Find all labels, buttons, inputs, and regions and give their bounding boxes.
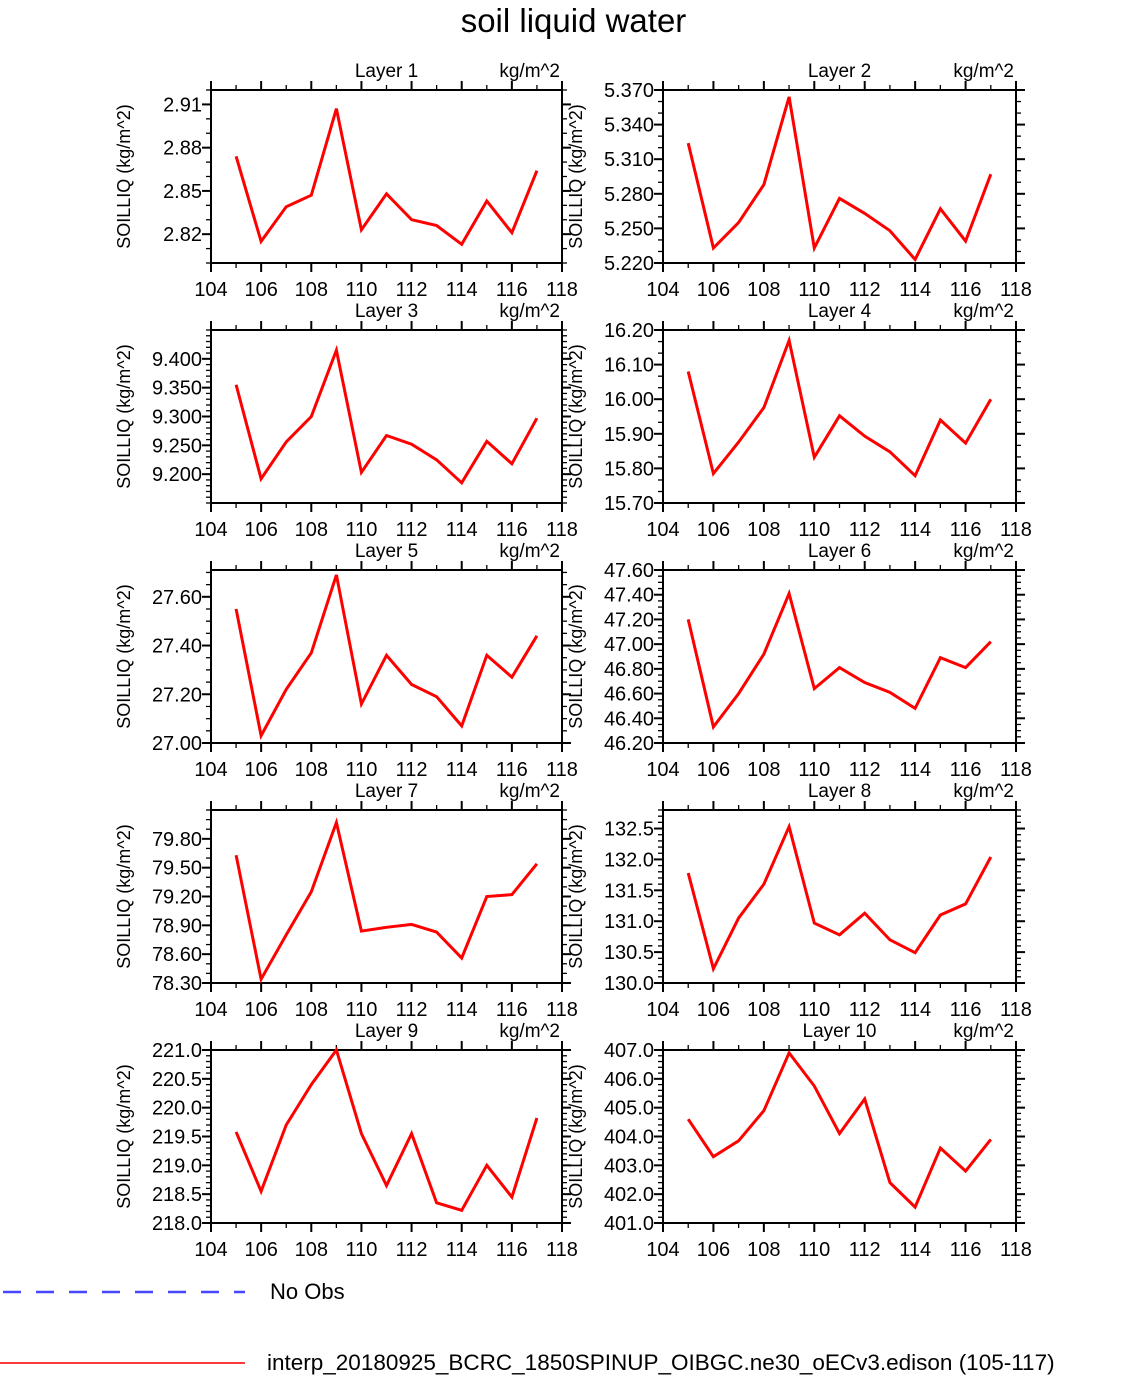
y-tick-label: 130.5 — [603, 942, 654, 965]
x-tick-label: 116 — [949, 519, 982, 541]
y-axis-label: SOILLIQ (kg/m^2) — [566, 104, 586, 249]
x-tick-label: 116 — [495, 759, 528, 781]
units-label: kg/m^2 — [953, 1021, 1014, 1042]
y-tick-label: 407.0 — [603, 1040, 654, 1062]
x-tick-label: 108 — [747, 519, 781, 541]
x-tick-label: 110 — [345, 519, 378, 541]
y-tick-label: 401.0 — [603, 1213, 654, 1235]
y-tick-label: 27.20 — [151, 684, 202, 707]
y-tick-label: 220.5 — [151, 1068, 202, 1091]
y-tick-label: 403.0 — [603, 1155, 654, 1178]
x-tick-label: 106 — [696, 1239, 731, 1261]
y-tick-label: 5.370 — [603, 80, 654, 102]
x-tick-label: 110 — [798, 279, 831, 301]
data-line — [688, 1053, 991, 1207]
y-tick-label: 47.40 — [603, 584, 654, 607]
y-tick-label: 79.50 — [151, 857, 202, 880]
x-tick-label: 116 — [949, 759, 982, 781]
data-line — [236, 575, 537, 736]
x-tick-label: 108 — [294, 759, 328, 781]
panel-layer-4 — [566, 301, 1032, 541]
panel-layer-1 — [114, 61, 578, 301]
panel-layer-9 — [114, 1021, 578, 1261]
y-axis-label: SOILLIQ (kg/m^2) — [114, 824, 134, 969]
legend-label-run: interp_20180925_BCRC_1850SPINUP_OIBGC.ne30_oECv3.edison (105-117) — [267, 1350, 1055, 1375]
y-axis-label: SOILLIQ (kg/m^2) — [114, 1064, 134, 1209]
x-tick-label: 110 — [798, 1239, 831, 1261]
y-tick-label: 131.5 — [603, 880, 654, 903]
x-tick-label: 108 — [294, 1239, 328, 1261]
y-tick-label: 78.30 — [151, 973, 202, 995]
x-tick-label: 104 — [646, 999, 680, 1021]
data-line — [688, 97, 991, 260]
y-tick-label: 2.91 — [163, 94, 202, 117]
x-tick-label: 112 — [848, 279, 881, 301]
x-tick-label: 118 — [1000, 519, 1032, 541]
panel-layer-5 — [114, 541, 578, 781]
y-tick-label: 2.85 — [163, 180, 202, 203]
y-tick-label: 78.60 — [151, 944, 202, 967]
x-tick-label: 118 — [1000, 279, 1032, 301]
x-tick-label: 114 — [445, 1239, 478, 1261]
y-axis-label: SOILLIQ (kg/m^2) — [114, 344, 134, 489]
y-tick-label: 2.82 — [163, 224, 202, 247]
x-tick-label: 114 — [899, 519, 932, 541]
x-tick-label: 104 — [194, 519, 228, 541]
x-tick-label: 106 — [696, 999, 731, 1021]
x-tick-label: 108 — [747, 279, 781, 301]
x-tick-label: 112 — [848, 759, 881, 781]
x-tick-label: 110 — [345, 999, 378, 1021]
y-tick-label: 5.310 — [603, 149, 654, 172]
y-tick-label: 47.20 — [603, 609, 654, 632]
y-tick-label: 405.0 — [603, 1097, 654, 1120]
x-tick-label: 116 — [495, 519, 528, 541]
y-tick-label: 79.80 — [151, 828, 202, 851]
x-tick-label: 114 — [445, 279, 478, 301]
x-tick-label: 116 — [949, 999, 982, 1021]
x-tick-label: 104 — [194, 759, 228, 781]
x-tick-label: 118 — [546, 279, 578, 301]
x-tick-label: 114 — [899, 1239, 932, 1261]
y-tick-label: 130.0 — [603, 973, 654, 995]
y-tick-label: 219.0 — [151, 1155, 202, 1178]
y-tick-label: 404.0 — [603, 1126, 654, 1149]
x-tick-label: 112 — [395, 1239, 428, 1261]
x-tick-label: 108 — [294, 279, 328, 301]
x-tick-label: 114 — [445, 519, 478, 541]
x-tick-label: 104 — [194, 999, 228, 1021]
units-label: kg/m^2 — [953, 301, 1014, 322]
y-tick-label: 5.250 — [603, 218, 654, 241]
data-line — [236, 109, 537, 245]
y-tick-label: 46.20 — [603, 733, 654, 755]
y-tick-label: 5.280 — [603, 183, 654, 206]
panel-layer-3 — [114, 301, 578, 541]
y-tick-label: 15.90 — [603, 423, 654, 446]
x-tick-label: 114 — [899, 759, 932, 781]
x-tick-label: 118 — [546, 519, 578, 541]
x-tick-label: 116 — [495, 1239, 528, 1261]
y-tick-label: 27.60 — [151, 586, 202, 609]
legend-label-no-obs: No Obs — [270, 1279, 345, 1304]
x-tick-label: 108 — [747, 999, 781, 1021]
y-tick-label: 9.250 — [151, 435, 202, 458]
x-tick-label: 110 — [798, 519, 831, 541]
x-tick-label: 104 — [646, 759, 680, 781]
no-obs-line-sample — [0, 1289, 248, 1295]
x-tick-label: 106 — [696, 279, 731, 301]
y-axis-label: SOILLIQ (kg/m^2) — [566, 584, 586, 729]
y-tick-label: 47.00 — [603, 634, 654, 657]
y-tick-label: 220.0 — [151, 1097, 202, 1120]
y-axis-label: SOILLIQ (kg/m^2) — [114, 104, 134, 249]
data-line — [688, 827, 991, 969]
panel-title: Layer 1 — [354, 61, 419, 82]
y-tick-label: 406.0 — [603, 1068, 654, 1091]
x-tick-label: 112 — [395, 759, 428, 781]
y-tick-label: 402.0 — [603, 1184, 654, 1207]
x-tick-label: 116 — [949, 1239, 982, 1261]
y-tick-label: 5.220 — [603, 253, 654, 275]
panel-title: Layer 4 — [807, 301, 872, 322]
y-tick-label: 132.0 — [603, 849, 654, 872]
x-tick-label: 104 — [194, 1239, 228, 1261]
x-tick-label: 112 — [848, 999, 881, 1021]
units-label: kg/m^2 — [953, 61, 1014, 82]
panel-title: Layer 6 — [807, 541, 872, 562]
x-tick-label: 110 — [345, 759, 378, 781]
x-tick-label: 114 — [899, 279, 932, 301]
x-tick-label: 106 — [244, 1239, 278, 1261]
x-tick-label: 108 — [294, 999, 328, 1021]
y-tick-label: 16.20 — [603, 320, 654, 342]
y-tick-label: 5.340 — [603, 114, 654, 137]
x-tick-label: 114 — [445, 759, 478, 781]
panel-title: Layer 10 — [802, 1021, 877, 1042]
panel-title: Layer 9 — [354, 1021, 419, 1042]
y-tick-label: 9.350 — [151, 377, 202, 400]
plot-frame — [211, 810, 562, 983]
x-tick-label: 104 — [194, 279, 228, 301]
x-tick-label: 118 — [546, 999, 578, 1021]
y-axis-label: SOILLIQ (kg/m^2) — [566, 824, 586, 969]
x-tick-label: 116 — [949, 279, 982, 301]
y-axis-label: SOILLIQ (kg/m^2) — [114, 584, 134, 729]
y-tick-label: 15.80 — [603, 458, 654, 481]
panel-layer-6 — [566, 541, 1032, 781]
x-tick-label: 110 — [798, 759, 831, 781]
y-tick-label: 27.00 — [151, 733, 202, 755]
x-tick-label: 116 — [495, 999, 528, 1021]
y-tick-label: 16.00 — [603, 389, 654, 412]
x-tick-label: 108 — [294, 519, 328, 541]
panel-layer-2 — [566, 61, 1032, 301]
plot-frame — [663, 1050, 1016, 1223]
panel-title: Layer 7 — [354, 781, 419, 802]
x-tick-label: 106 — [696, 519, 731, 541]
panel-layer-10 — [566, 1021, 1032, 1261]
x-tick-label: 118 — [546, 1239, 578, 1261]
x-tick-label: 114 — [445, 999, 478, 1021]
x-tick-label: 110 — [345, 1239, 378, 1261]
panel-title: Layer 5 — [354, 541, 419, 562]
x-tick-label: 118 — [1000, 1239, 1032, 1261]
x-tick-label: 112 — [395, 999, 428, 1021]
panel-layer-7 — [114, 781, 578, 1021]
y-axis-label: SOILLIQ (kg/m^2) — [566, 1064, 586, 1209]
page-title: soil liquid water — [460, 2, 687, 39]
y-tick-label: 78.90 — [151, 915, 202, 938]
y-tick-label: 218.5 — [151, 1184, 202, 1207]
panel-title: Layer 8 — [807, 781, 872, 802]
units-label: kg/m^2 — [499, 541, 560, 562]
x-tick-label: 108 — [747, 1239, 781, 1261]
units-label: kg/m^2 — [499, 1021, 560, 1042]
y-tick-label: 9.400 — [151, 348, 202, 371]
y-tick-label: 47.60 — [603, 560, 654, 582]
x-tick-label: 104 — [646, 1239, 680, 1261]
x-tick-label: 112 — [395, 279, 428, 301]
data-line — [236, 350, 537, 483]
x-tick-label: 108 — [747, 759, 781, 781]
x-tick-label: 118 — [1000, 759, 1032, 781]
y-tick-label: 219.5 — [151, 1126, 202, 1149]
data-line — [236, 823, 537, 980]
units-label: kg/m^2 — [953, 541, 1014, 562]
y-tick-label: 15.70 — [603, 493, 654, 515]
panel-title: Layer 3 — [354, 301, 419, 322]
y-tick-label: 221.0 — [151, 1040, 202, 1062]
x-tick-label: 112 — [848, 519, 881, 541]
y-tick-label: 16.10 — [603, 354, 654, 377]
plot-frame — [663, 570, 1016, 743]
units-label: kg/m^2 — [953, 781, 1014, 802]
x-tick-label: 110 — [345, 279, 378, 301]
x-tick-label: 104 — [646, 279, 680, 301]
x-tick-label: 112 — [848, 1239, 881, 1261]
units-label: kg/m^2 — [499, 781, 560, 802]
run-line-sample — [0, 1360, 248, 1366]
y-tick-label: 2.88 — [163, 137, 202, 160]
y-tick-label: 46.80 — [603, 658, 654, 681]
x-tick-label: 118 — [546, 759, 578, 781]
y-tick-label: 132.5 — [603, 818, 654, 841]
y-tick-label: 9.300 — [151, 406, 202, 429]
y-tick-label: 218.0 — [151, 1213, 202, 1235]
x-tick-label: 106 — [244, 519, 278, 541]
x-tick-label: 116 — [495, 279, 528, 301]
panel-layer-8 — [566, 781, 1032, 1021]
x-tick-label: 106 — [696, 759, 731, 781]
y-tick-label: 131.0 — [603, 911, 654, 934]
x-tick-label: 106 — [244, 759, 278, 781]
data-line — [688, 340, 991, 475]
x-tick-label: 118 — [1000, 999, 1032, 1021]
y-tick-label: 9.200 — [151, 464, 202, 487]
x-tick-label: 110 — [798, 999, 831, 1021]
x-tick-label: 106 — [244, 279, 278, 301]
x-tick-label: 106 — [244, 999, 278, 1021]
y-axis-label: SOILLIQ (kg/m^2) — [566, 344, 586, 489]
panel-title: Layer 2 — [807, 61, 872, 82]
y-tick-label: 46.40 — [603, 708, 654, 731]
plot-frame — [663, 810, 1016, 983]
units-label: kg/m^2 — [499, 301, 560, 322]
data-line — [688, 594, 991, 727]
y-tick-label: 27.40 — [151, 635, 202, 658]
y-tick-label: 79.20 — [151, 886, 202, 909]
y-tick-label: 46.60 — [603, 683, 654, 706]
plot-frame — [211, 1050, 562, 1223]
data-line — [236, 1050, 537, 1210]
units-label: kg/m^2 — [499, 61, 560, 82]
x-tick-label: 114 — [899, 999, 932, 1021]
x-tick-label: 112 — [395, 519, 428, 541]
x-tick-label: 104 — [646, 519, 680, 541]
